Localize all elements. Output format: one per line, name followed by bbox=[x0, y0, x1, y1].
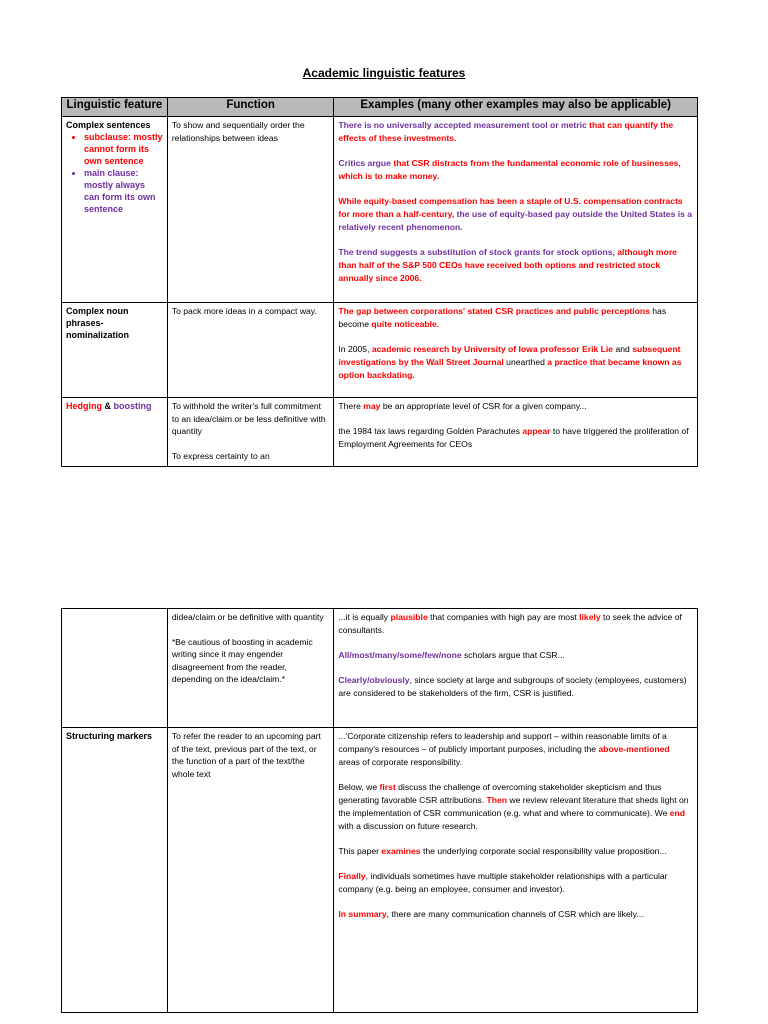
feature-cell bbox=[62, 728, 168, 1013]
example-text: Clearly/obviously, since society at large and subgroups of society (employees, customers) are considered to be stakeholders of the firm, CSR is justified. bbox=[338, 675, 687, 698]
feature-label: Complex noun phrases- nominalization bbox=[66, 306, 129, 340]
table-row-hedging-boosting bbox=[62, 398, 698, 467]
example-text: This paper examines the underlying corporate social responsibility value proposition... bbox=[338, 846, 667, 856]
document-title: Academic linguistic features bbox=[302, 66, 466, 80]
table-row-complex-noun-phrases bbox=[62, 303, 698, 398]
example-text: Finally, individuals sometimes have multiple stakeholder relationships with a particular company (e.g. being an employee, consumer and investor). bbox=[338, 871, 668, 894]
document-page-2 bbox=[0, 560, 768, 1024]
function-text: *Be cautious of boosting in academic writing since it may engender disagreement from the reader, depending on the idea/claim.* bbox=[171, 636, 313, 684]
table-header-row bbox=[62, 98, 698, 117]
page-gap bbox=[0, 540, 768, 560]
feature-label: Complex sentences bbox=[66, 120, 151, 130]
list-item: • main clause: mostly always can form its own sentence bbox=[84, 167, 163, 215]
list-item: • subclause: mostly cannot form its own sentence bbox=[84, 131, 163, 167]
feature-label-ampersand: & bbox=[102, 401, 114, 411]
function-text: To withhold the writer's full commitment to an idea/claim or be less definitive with quantity bbox=[171, 401, 326, 436]
function-cell bbox=[167, 303, 334, 398]
examples-cell bbox=[334, 117, 698, 303]
feature-cell bbox=[62, 303, 168, 398]
example-text: Below, we first discuss the challenge of overcoming stakeholder skepticism and thus generating favorable CSR attributions. Then we review relevant literature that sheds light on the implementation of CSR communication (e.g. what and where to communicate). We end with a discussion on future research. bbox=[338, 782, 689, 831]
header-examples: Examples (many other examples may also be applicable) bbox=[334, 98, 698, 117]
function-cell bbox=[167, 398, 334, 467]
clause-list bbox=[66, 131, 163, 215]
table-row-structuring-markers bbox=[62, 728, 698, 1013]
example-text: In summary, there are many communication channels of CSR which are likely... bbox=[338, 909, 644, 919]
feature-cell bbox=[62, 609, 168, 728]
header-linguistic-feature: Linguistic feature bbox=[62, 98, 168, 117]
features-table-part-1 bbox=[61, 97, 698, 467]
function-cell bbox=[167, 609, 334, 728]
features-table-part-2 bbox=[61, 608, 698, 1013]
example-text: Critics argue that CSR distracts from the fundamental economic role of businesses, which is to make money. bbox=[338, 158, 681, 181]
function-text: To express certainty to an bbox=[171, 450, 270, 461]
header-function: Function bbox=[167, 98, 334, 117]
examples-cell bbox=[334, 398, 698, 467]
example-text: There is no universally accepted measurement tool or metric that can quantify the effects of these investments. bbox=[338, 120, 674, 143]
example-text: There may be an appropriate level of CSR for a given company... bbox=[338, 401, 587, 411]
example-text: All/most/many/some/few/none scholars argue that CSR... bbox=[338, 650, 565, 660]
example-text: In 2005, academic research by University of Iowa professor Erik Lie and subsequent investigations by the Wall Street Journal unearthed a practice that became known as option backdating. bbox=[338, 344, 682, 380]
function-text: To show and sequentially order the relationships between ideas bbox=[171, 120, 305, 143]
feature-label: Structuring markers bbox=[66, 731, 153, 741]
feature-label-hedging: Hedging bbox=[66, 401, 102, 411]
feature-label-boosting: boosting bbox=[113, 401, 152, 411]
examples-cell bbox=[334, 303, 698, 398]
example-text: the 1984 tax laws regarding Golden Parachutes appear to have triggered the proliferation of Employment Agreements for CEOs bbox=[338, 426, 689, 449]
example-text: The trend suggests a substitution of stock grants for stock options, although more than half of the S&P 500 CEOs have received both options and restricted stock annually since 2006. bbox=[338, 247, 677, 283]
examples-cell bbox=[334, 728, 698, 1013]
table-row-hedging-continued bbox=[62, 609, 698, 728]
example-text: The gap between corporations' stated CSR practices and public perceptions has become quite noticeable. bbox=[338, 306, 667, 329]
examples-cell bbox=[334, 609, 698, 728]
function-cell bbox=[167, 117, 334, 303]
example-text: While equity-based compensation has been a staple of U.S. compensation contracts for more than a half-century, the use of equity-based pay outside the United States is a relatively recent phenomenon. bbox=[338, 196, 693, 232]
table-row-complex-sentences bbox=[62, 117, 698, 303]
example-text: ...'Corporate citizenship refers to leadership and support – within reasonable limits of a company's resources – of publicly important purposes, including the above-mentioned areas of corporate responsibility. bbox=[338, 731, 670, 767]
function-text: To pack more ideas in a compact way. bbox=[171, 306, 317, 316]
feature-cell bbox=[62, 117, 168, 303]
function-text: didea/claim or be definitive with quantity bbox=[171, 612, 324, 622]
function-cell bbox=[167, 728, 334, 1013]
feature-cell bbox=[62, 398, 168, 467]
example-text: ...it is equally plausible that companies with high pay are most likely to seek the advice of consultants. bbox=[338, 612, 682, 635]
function-text: To refer the reader to an upcoming part of the text, previous part of the text, or the function of a part of the text/the whole text bbox=[171, 731, 321, 779]
